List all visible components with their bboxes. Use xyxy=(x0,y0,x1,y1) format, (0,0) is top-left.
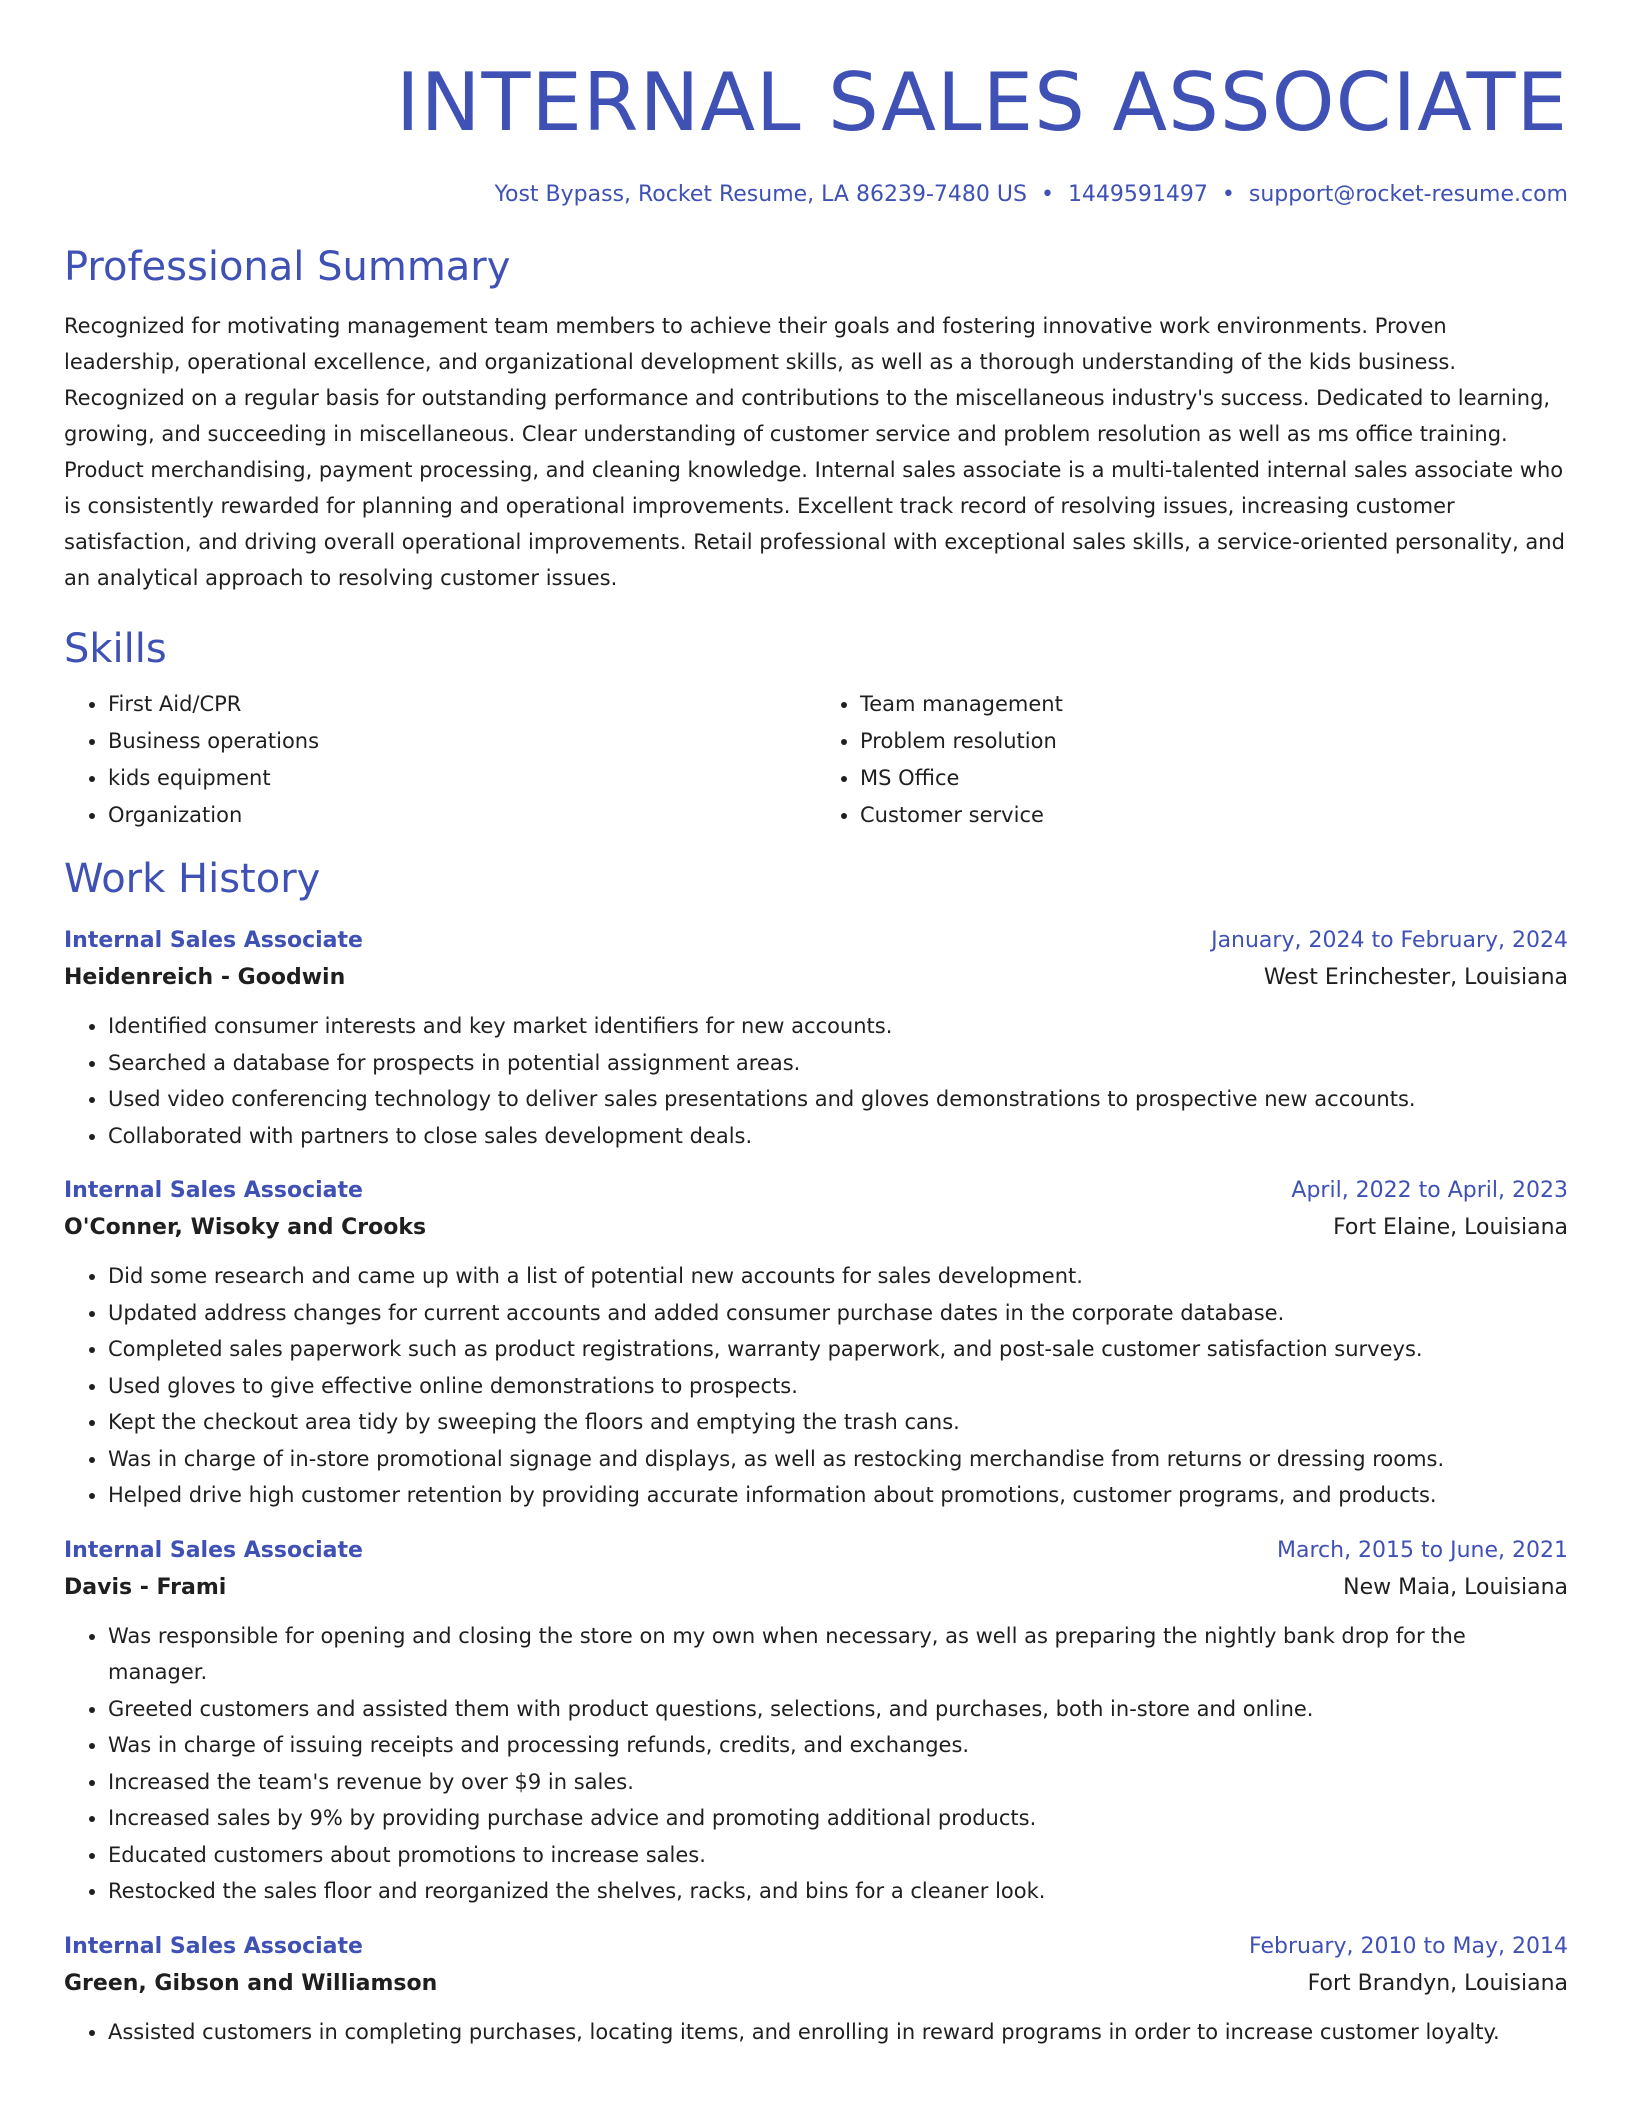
job-bullet: • Was in charge of issuing receipts and processing refunds, credits, and exchanges. xyxy=(108,1727,1568,1764)
contact-email: support@rocket-resume.com xyxy=(1248,182,1568,207)
skills-column-left xyxy=(64,686,816,834)
skill-item: • kids equipment xyxy=(108,760,816,797)
job-bullet: • Helped drive high customer retention by providing accurate information about promotions, customer programs, and products. xyxy=(108,1477,1568,1514)
job-entry xyxy=(64,1930,1568,2051)
job-location: West Erinchester, Louisiana xyxy=(1263,965,1568,990)
contact-line xyxy=(64,180,1568,210)
skills-column-right xyxy=(816,686,1568,834)
job-header xyxy=(64,1534,1568,1568)
skill-item: • Customer service xyxy=(860,797,1568,834)
skill-item: • MS Office xyxy=(860,760,1568,797)
job-entry xyxy=(64,1174,1568,1514)
job-bullet: • Kept the checkout area tidy by sweeping the floors and emptying the trash cans. xyxy=(108,1404,1568,1441)
job-dates: January, 2024 to February, 2024 xyxy=(1211,928,1568,953)
job-bullet: • Updated address changes for current accounts and added consumer purchase dates in the corporate database. xyxy=(108,1295,1568,1332)
contact-address: Yost Bypass, Rocket Resume, LA 86239-7480 US xyxy=(494,182,1027,207)
job-bullet: • Searched a database for prospects in potential assignment areas. xyxy=(108,1045,1568,1082)
job-bullet: • Identified consumer interests and key market identifiers for new accounts. xyxy=(108,1008,1568,1045)
skill-item: • Problem resolution xyxy=(860,723,1568,760)
summary-heading: Professional Summary xyxy=(64,244,511,290)
job-bullet: • Used video conferencing technology to deliver sales presentations and gloves demonstrations to prospective new accounts. xyxy=(108,1081,1568,1118)
contact-separator: • xyxy=(1040,182,1054,207)
job-header xyxy=(64,1174,1568,1208)
job-dates: April, 2022 to April, 2023 xyxy=(1291,1178,1568,1203)
job-company: Green, Gibson and Williamson xyxy=(64,1970,438,1996)
skills-heading: Skills xyxy=(64,626,167,672)
job-bullet: • Increased sales by 9% by providing purchase advice and promoting additional products. xyxy=(108,1800,1568,1837)
job-bullets xyxy=(64,1258,1568,1514)
job-dates: February, 2010 to May, 2014 xyxy=(1249,1933,1568,1959)
job-location: Fort Elaine, Louisiana xyxy=(1333,1215,1568,1240)
job-bullets xyxy=(64,1618,1568,1910)
contact-separator: • xyxy=(1221,182,1235,207)
job-subheader xyxy=(64,962,1568,994)
job-role: Internal Sales Associate xyxy=(64,928,363,953)
skill-item: • Organization xyxy=(108,797,816,834)
job-company: Davis - Frami xyxy=(64,1574,227,1600)
job-company: Heidenreich - Goodwin xyxy=(64,965,346,990)
job-entry xyxy=(64,924,1568,1154)
job-subheader xyxy=(64,1572,1568,1604)
work-history-heading: Work History xyxy=(64,856,321,902)
job-header xyxy=(64,924,1568,958)
job-dates: March, 2015 to June, 2021 xyxy=(1277,1537,1568,1563)
job-bullet: • Collaborated with partners to close sales development deals. xyxy=(108,1118,1568,1155)
job-entry xyxy=(64,1534,1568,1910)
job-bullet: • Was responsible for opening and closing the store on my own when necessary, as well as preparing the nightly bank drop for the manager. xyxy=(108,1618,1568,1691)
job-role: Internal Sales Associate xyxy=(64,1178,363,1203)
candidate-title: INTERNAL SALES ASSOCIATE xyxy=(396,56,1568,149)
job-location: Fort Brandyn, Louisiana xyxy=(1307,1970,1568,1996)
job-location: New Maia, Louisiana xyxy=(1343,1574,1568,1600)
job-header xyxy=(64,1930,1568,1964)
job-bullets xyxy=(64,1008,1568,1154)
job-bullets xyxy=(64,2014,1568,2051)
job-bullet: • Was in charge of in-store promotional signage and displays, as well as restocking merchandise from returns or dressing rooms. xyxy=(108,1441,1568,1478)
job-bullet: • Greeted customers and assisted them with product questions, selections, and purchases, both in-store and online. xyxy=(108,1691,1568,1728)
skill-item: • First Aid/CPR xyxy=(108,686,816,723)
skill-item: • Team management xyxy=(860,686,1568,723)
job-subheader xyxy=(64,1212,1568,1244)
skill-item: • Business operations xyxy=(108,723,816,760)
work-history-section xyxy=(64,854,1568,2050)
summary-text: Recognized for motivating management team members to achieve their goals and fostering innovative work environments. Proven leadership, operational excellence, and organizational development skills, as well as a thorough understanding of the kids business. Recognized on a regular basis for outstanding performance and contributions to the miscellaneous industry's success. Dedicated to learning, growing, and succeeding in miscellaneous. Clear understanding of customer service and problem resolution as well as ms office training. Product merchandising, payment processing, and cleaning knowledge. Internal sales associate is a multi-talented internal sales associate who is consistently rewarded for planning and operational improvements. Excellent track record of resolving issues, increasing customer satisfaction, and driving overall operational improvements. Retail professional with exceptional sales skills, a service-oriented personality, and an analytical approach to resolving customer issues. xyxy=(64,314,1565,590)
job-role: Internal Sales Associate xyxy=(64,1933,363,1959)
skills-columns xyxy=(64,686,1568,834)
job-subheader xyxy=(64,1968,1568,2000)
job-bullet: • Did some research and came up with a list of potential new accounts for sales development. xyxy=(108,1258,1568,1295)
summary-section xyxy=(64,242,1568,596)
job-bullet: • Assisted customers in completing purchases, locating items, and enrolling in reward programs in order to increase customer loyalty. xyxy=(108,2014,1568,2051)
job-role: Internal Sales Associate xyxy=(64,1537,363,1563)
skills-section xyxy=(64,624,1568,834)
resume-header xyxy=(64,0,1568,210)
job-bullet: • Completed sales paperwork such as product registrations, warranty paperwork, and post-sale customer satisfaction surveys. xyxy=(108,1331,1568,1368)
job-company: O'Conner, Wisoky and Crooks xyxy=(64,1215,427,1240)
job-bullet: • Used gloves to give effective online demonstrations to prospects. xyxy=(108,1368,1568,1405)
contact-phone: 1449591497 xyxy=(1067,182,1208,207)
job-bullet: • Increased the team's revenue by over $9 in sales. xyxy=(108,1764,1568,1801)
job-bullet: • Educated customers about promotions to increase sales. xyxy=(108,1837,1568,1874)
job-bullet: • Restocked the sales floor and reorganized the shelves, racks, and bins for a cleaner look. xyxy=(108,1873,1568,1910)
